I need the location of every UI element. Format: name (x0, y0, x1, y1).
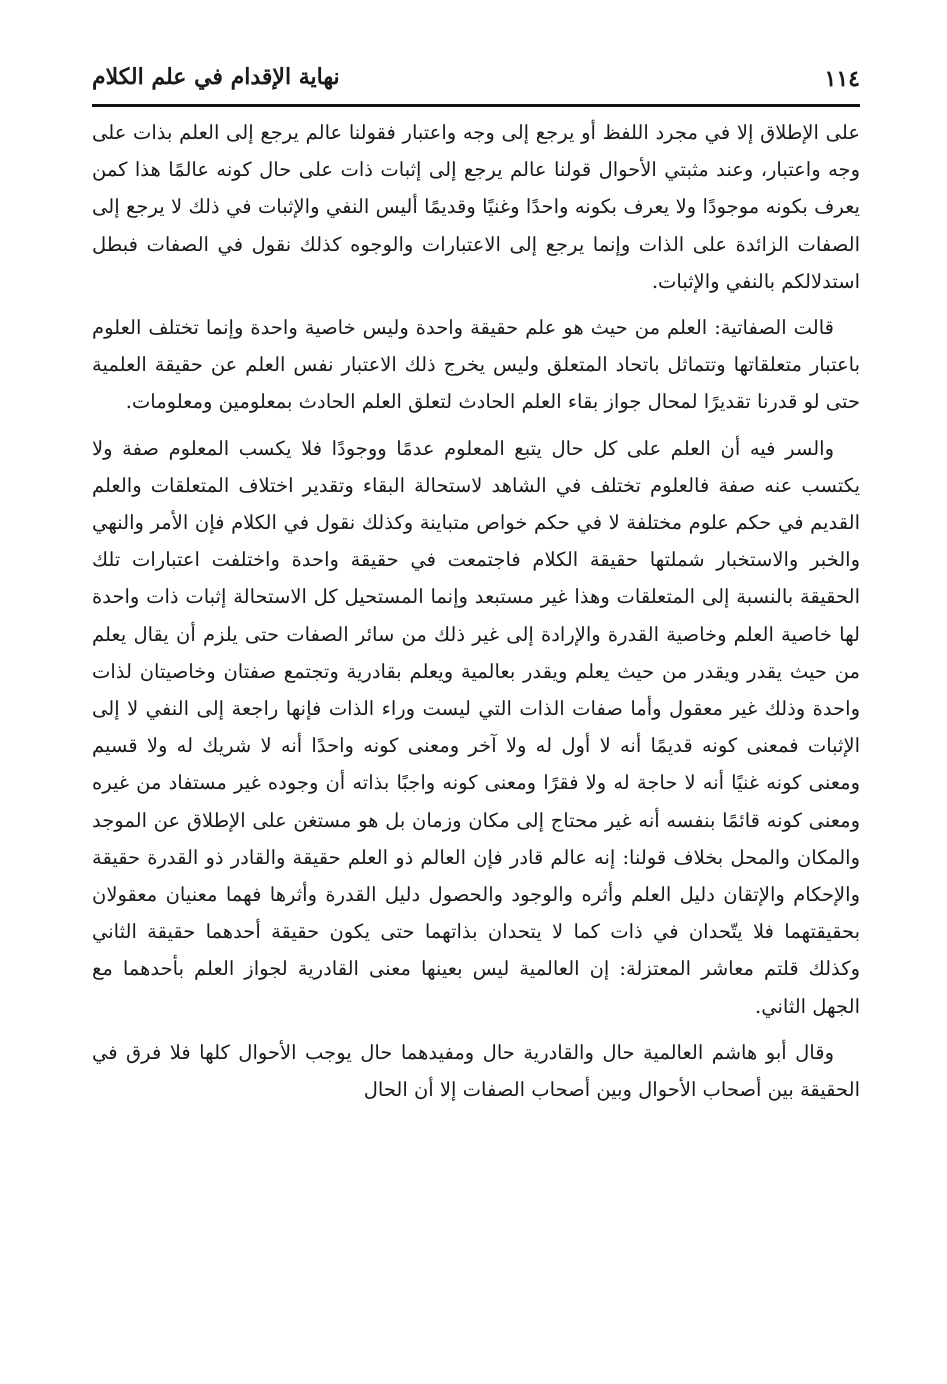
paragraph: وقال أبو هاشم العالمية حال والقادرية حال ومفيدهما حال يوجب الأحوال كلها فلا فرق في الحقيقة بين أصحاب الأحوال وبين أصحاب الصفات إلا أن الحال (92, 1040, 860, 1102)
paragraph: على الإطلاق إلا في مجرد اللفظ أو يرجع إلى وجه واعتبار فقولنا عالم يرجع إلى العلم بذات على وجه واعتبار، وعند مثبتي الأحوال قولنا عالم يرجع إلى إثبات ذات على حال كونه عالمًا هذا كمن يعرف بكونه موجودًا ولا يعرف بكونه واحدًا وغنيًا وقديمًا أليس النفي والإثبات في ذلك لا يرجع إلى الصفات الزائدة على الذات وإنما يرجع إلى الاعتبارات والوجوه كذلك نقول في الصفات فبطل استدلالكم بالنفي والإثبات. (92, 121, 860, 293)
header-divider (92, 104, 860, 107)
paragraph: والسر فيه أن العلم على كل حال يتبع المعلوم عدمًا ووجودًا فلا يكسب المعلوم صفة ولا يكتسب عنه صفة فالعلوم تختلف في الشاهد لاستحالة البقاء وتقدير اختلاف المتعلقات والعلم القديم في حكم علوم مختلفة لا في حكم خواص متباينة وكذلك نقول في الكلام فإن الأمر والنهي والخبر والاستخبار شملتها حقيقة الكلام فاجتمعت في حقيقة واحدة واختلفت اعتبارات تلك الحقيقة بالنسبة إلى المتعلقات وهذا غير مستبعد وإنما المستحيل كل الاستحالة إثبات ذات واحدة لها خاصية العلم وخاصية القدرة والإرادة إلى غير ذلك من سائر الصفات حتى يلزم أن يقال يعلم من حيث يقدر ويقدر من حيث يعلم ويقدر بعالمية ويعلم بقادرية وتجتمع صفتان وخاصيتان لذات واحدة وذلك غير معقول وأما صفات الذات التي ليست وراء الذات فإنها راجعة إلى النفي لا إلى الإثبات فمعنى كونه قديمًا أنه لا أول له ولا آخر ومعنى كونه واحدًا أنه لا شريك له ولا قسيم ومعنى كونه غنيًا أنه لا حاجة له ولا فقرًا ومعنى كونه واجبًا بذاته أن وجوده غير مستفاد من غيره ومعنى كونه قائمًا بنفسه أنه غير محتاج إلى مكان وزمان بل هو مستغن على الإطلاق عن الموجد والمكان والمحل بخلاف قولنا: إنه عالم قادر فإن العالم ذو العلم حقيقة والقادر ذو القدرة حقيقة والإحكام والإتقان دليل العلم وأثره والوجود والحصول دليل القدرة وأثرها فهما معنيان معقولان بحقيقتهما فلا يتّحدان في ذات كما لا يتحدان بذاتهما حتى يكون حقيقة أحدهما حقيقة الثاني وكذلك قلتم معاشر المعتزلة: إن العالمية ليس بعينها معنى القادرية لجواز العلم بأحدهما مع الجهل الثاني. (92, 436, 860, 1018)
paragraph: قالت الصفاتية: العلم من حيث هو علم حقيقة واحدة وليس خاصية واحدة وإنما تختلف العلوم باعتبار متعلقاتها وتتماثل باتحاد المتعلق وليس يخرج ذلك الاعتبار نفس العلم عن حقيقة العلمية حتى لو قدرنا تقديرًا لمحال جواز بقاء العلم الحادث لتعلق العلم الحادث بمعلومين ومعلومات. (92, 316, 860, 414)
book-title: نهاية الإقدام في علم الكلام (92, 64, 340, 90)
running-header (92, 60, 860, 102)
page-body-text (92, 114, 860, 1117)
page-number: ١١٤ (824, 66, 860, 92)
